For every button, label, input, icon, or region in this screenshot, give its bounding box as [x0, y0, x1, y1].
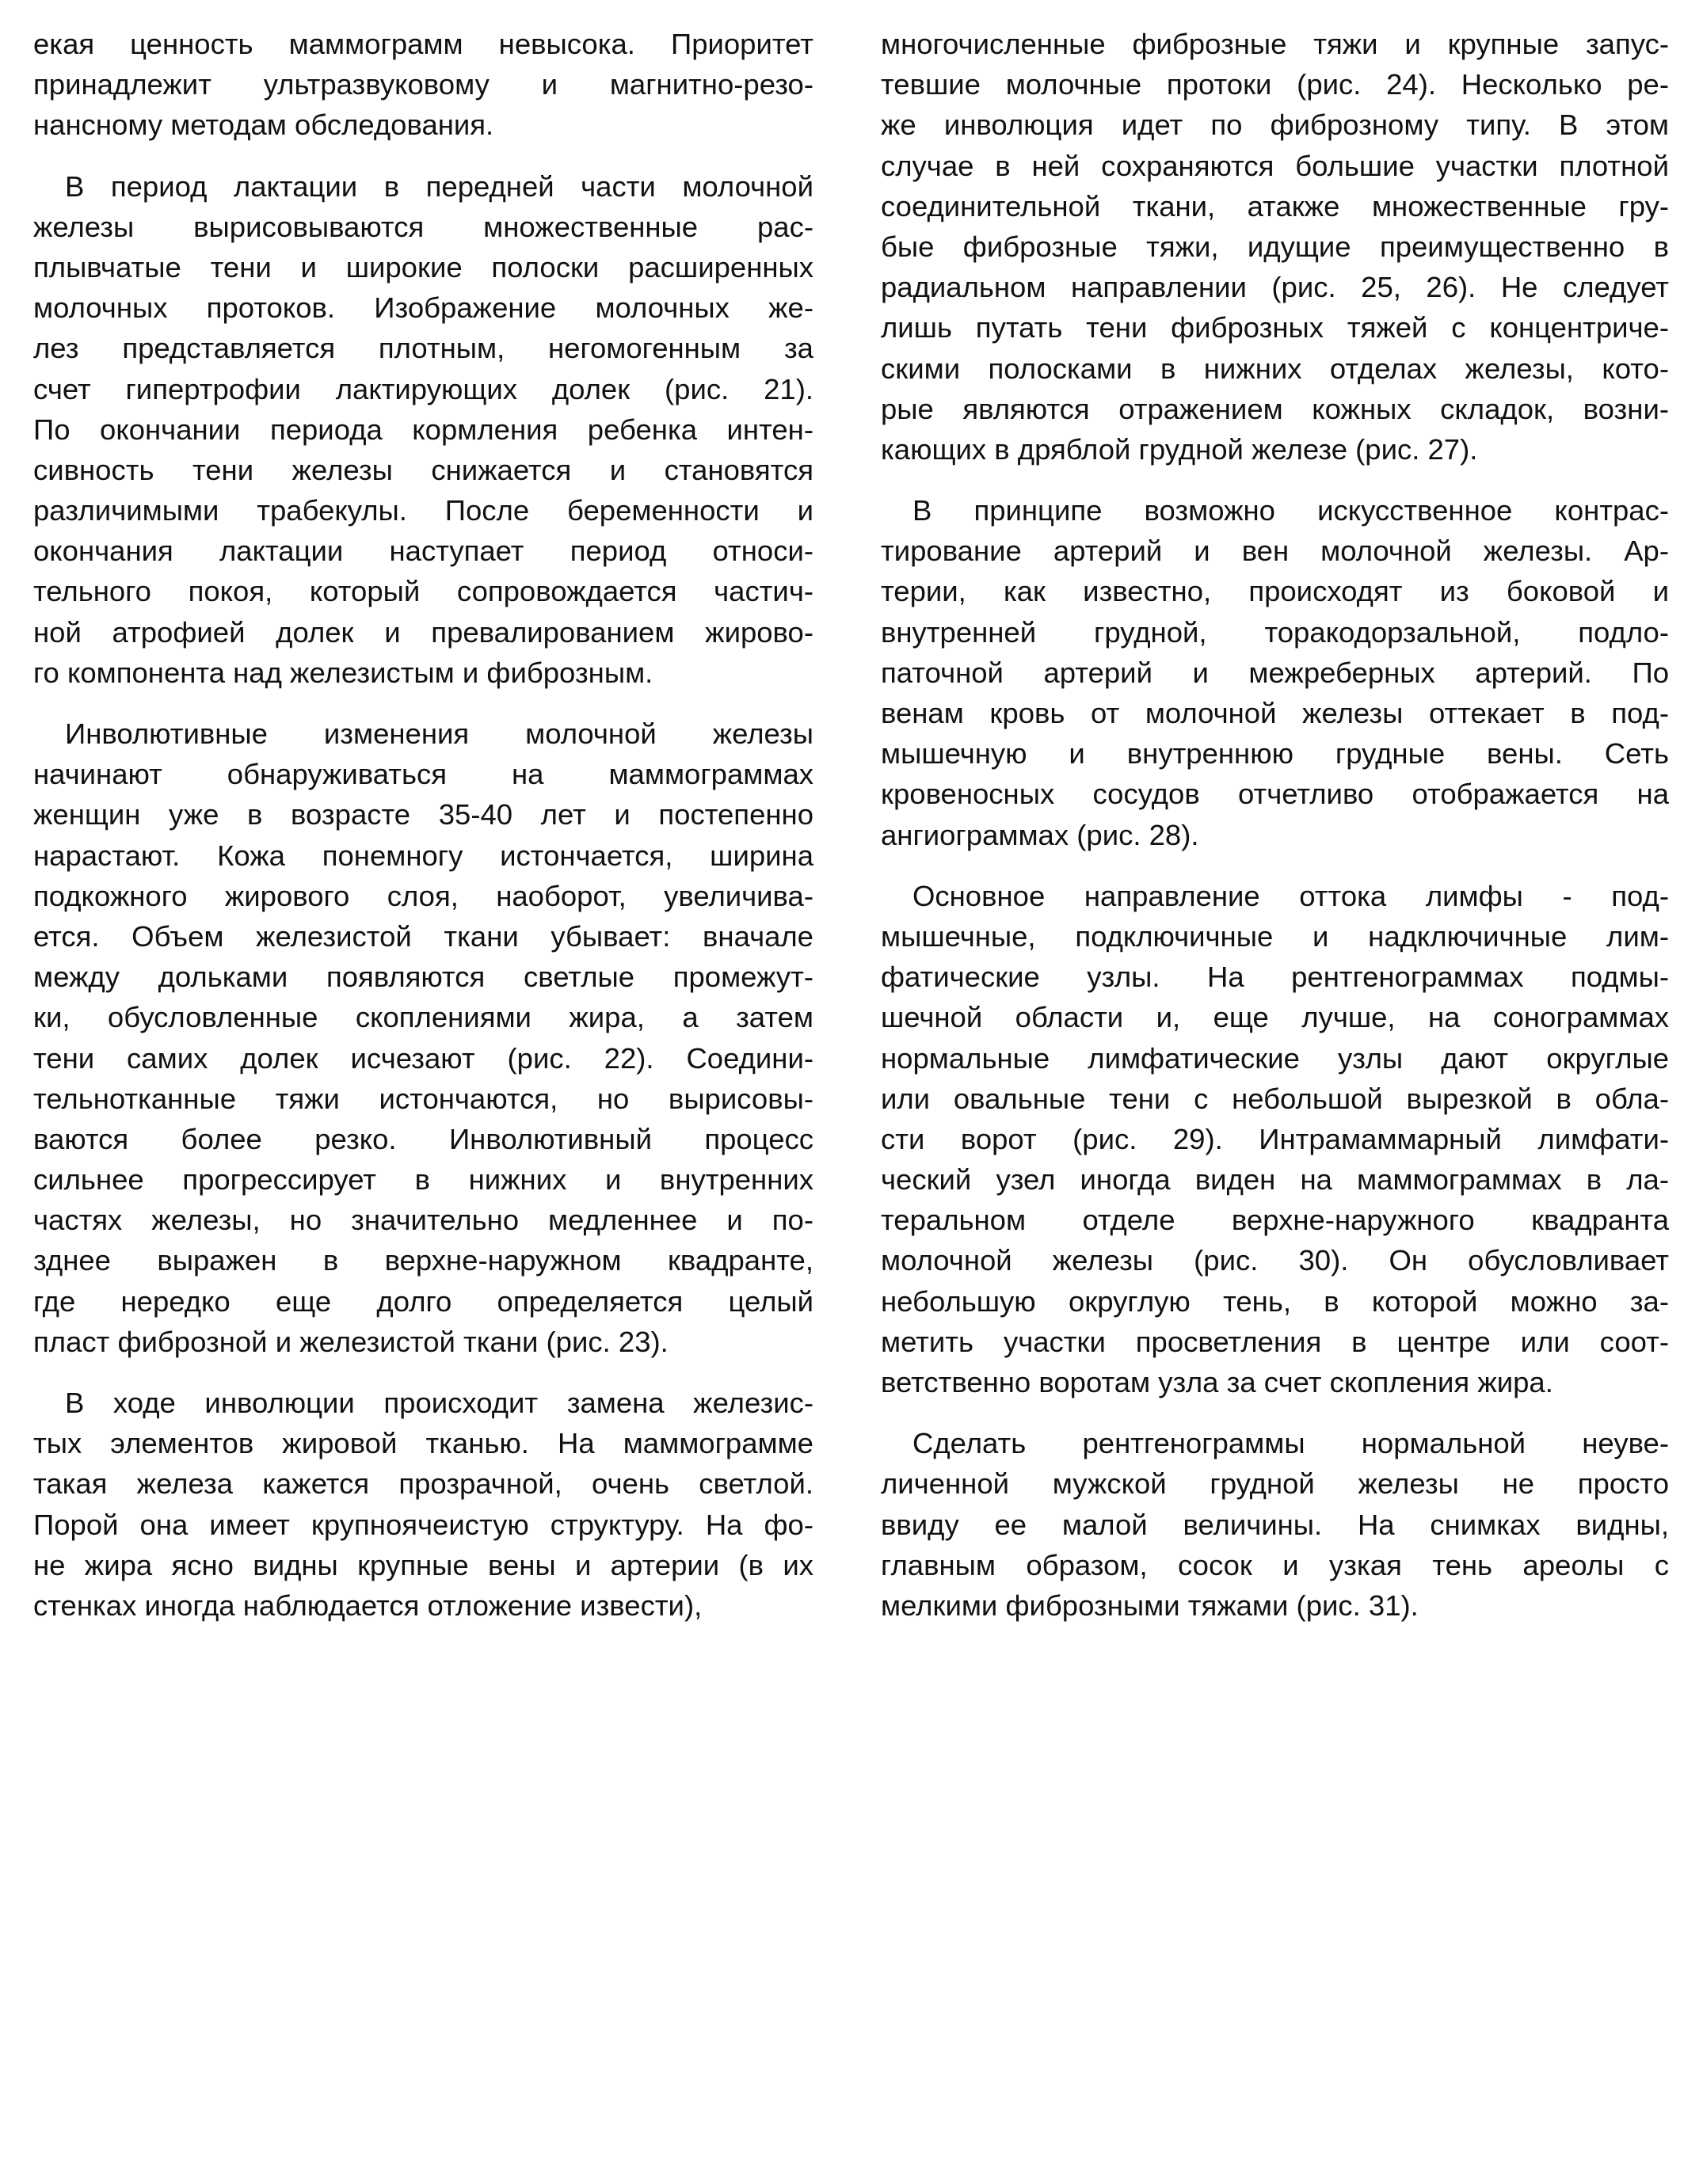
text-line: лез представляется плотным, негомогенным за [33, 332, 813, 365]
text-line: мелкими фиброзными тяжами (рис. 31). [881, 1589, 1419, 1622]
text-line: главным образом, сосок и узкая тень ареолы с [881, 1548, 1669, 1581]
text-line: ангиограммах (рис. 28). [881, 818, 1199, 851]
text-line: паточной артерий и межреберных артерий. По [881, 656, 1669, 689]
text-line: Сделать рентгенограммы нормальной неуве- [912, 1427, 1669, 1460]
text-line: радиальном направлении (рис. 25, 26). Не следует [881, 271, 1669, 304]
text-line: рые являются отражением кожных складок, возни- [881, 392, 1669, 425]
text-line: терии, как известно, происходят из боковой и [881, 575, 1669, 608]
text-line: тых элементов жировой тканью. На маммограмме [33, 1427, 813, 1460]
text-line: сти ворот (рис. 29). Интрамаммарный лимфати- [881, 1122, 1669, 1155]
text-line: пласт фиброзной и железистой ткани (рис. 23). [33, 1325, 669, 1358]
text-line: соединительной ткани, атакже множественные гру- [881, 189, 1669, 223]
paragraph [881, 1423, 1669, 1626]
text-line: где нередко еще долго определяется целый [33, 1284, 813, 1318]
text-line: Порой она имеет крупноячеистую структуру. На фо- [33, 1508, 813, 1541]
text-line: тирование артерий и вен молочной железы. Ар- [881, 535, 1669, 568]
text-line: го компонента над железистым и фиброзным. [33, 656, 653, 689]
paragraph [33, 713, 813, 1362]
text-line: ки, обусловленные скоплениями жира, а затем [33, 1001, 813, 1034]
text-line: молочных протоков. Изображение молочных же- [33, 291, 813, 325]
text-line: тельнотканные тяжи истончаются, но вырисовы- [33, 1082, 813, 1115]
text-line: различимыми трабекулы. После беременности и [33, 494, 813, 527]
text-line: сивность тени железы снижается и становятся [33, 453, 813, 486]
text-line: ввиду ее малой величины. На снимках видны, [881, 1508, 1669, 1541]
text-line: мышечную и внутреннюю грудные вены. Сеть [881, 737, 1669, 770]
text-line: ется. Объем железистой ткани убывает: вначале [33, 919, 813, 953]
text-line: личенной мужской грудной железы не просто [881, 1467, 1669, 1501]
text-line: скими полосками в нижних отделах железы, кото- [881, 352, 1669, 385]
text-line: многочисленные фиброзные тяжи и крупные запус- [881, 28, 1669, 60]
text-line: же инволюция идет по фиброзному типу. В этом [881, 108, 1669, 142]
text-line: нормальные лимфатические узлы дают округлые [881, 1041, 1669, 1075]
text-line: ной атрофией долек и превалированием жирово- [33, 615, 813, 649]
text-line: небольшую округлую тень, в которой можно за- [881, 1284, 1669, 1318]
text-line: тени самих долек исчезают (рис. 22). Соедини- [33, 1041, 813, 1075]
text-line: зднее выражен в верхне-наружном квадранте, [33, 1244, 813, 1277]
text-line: лишь путать тени фиброзных тяжей с концентриче- [881, 311, 1669, 344]
text-line: подкожного жирового слоя, наоборот, увеличива- [33, 879, 813, 912]
text-line: нарастают. Кожа понемногу истончается, ширина [33, 839, 813, 872]
text-line: частях железы, но значительно медленнее и по- [33, 1204, 813, 1237]
text-line: теральном отделе верхне-наружного квадранта [881, 1204, 1669, 1237]
text-line: женщин уже в возрасте 35-40 лет и постепенно [33, 798, 813, 831]
text-line: начинают обнаруживаться на маммограммах [33, 758, 813, 791]
text-line: тельного покоя, который сопровождается частич- [33, 575, 813, 608]
text-line: В принципе возможно искусственное контрас- [912, 494, 1669, 527]
text-line: метить участки просветления в центре или соот- [881, 1325, 1669, 1358]
text-line: сильнее прогрессирует в нижних и внутренних [33, 1163, 813, 1197]
text-line: кровеносных сосудов отчетливо отображается на [881, 778, 1669, 811]
text-line: такая железа кажется прозрачной, очень светлой. [33, 1467, 813, 1501]
text-line: По окончании периода кормления ребенка интен- [33, 413, 813, 446]
text-line: счет гипертрофии лактирующих долек (рис. 21). [33, 372, 813, 405]
text-line: бые фиброзные тяжи, идущие преимущественно в [881, 230, 1669, 263]
text-line: нансному методам обследования. [33, 108, 494, 142]
text-line: молочной железы (рис. 30). Он обусловливает [881, 1244, 1669, 1277]
text-line: В ходе инволюции происходит замена железис- [65, 1387, 813, 1419]
text-line: железы вырисовываются множественные рас- [33, 210, 813, 243]
text-line: принадлежит ультразвуковому и магнитно-резо- [33, 68, 813, 101]
right-column [881, 24, 1669, 1646]
text-line: плывчатые тени и широкие полоски расширенных [33, 250, 813, 283]
paragraph [881, 490, 1669, 855]
paragraph [881, 24, 1669, 470]
text-line: венам кровь от молочной железы оттекает в под- [881, 697, 1669, 729]
text-line: мышечные, подключичные и надключичные лим- [881, 919, 1669, 953]
paragraph [33, 166, 813, 693]
text-line: екая ценность маммограмм невысока. Приоритет [33, 28, 813, 60]
text-line: внутренней грудной, торакодорзальной, подло- [881, 615, 1669, 649]
text-line: стенках иногда наблюдается отложение извести), [33, 1589, 703, 1622]
text-line: шечной области и, еще лучше, на сонограммах [881, 1001, 1669, 1034]
left-column [33, 24, 813, 1646]
text-line: ветственно воротам узла за счет скопления жира. [881, 1366, 1553, 1398]
paragraph [33, 24, 813, 146]
text-line: В период лактации в передней части молочной [65, 169, 813, 203]
text-line: фатические узлы. На рентгенограммах подмы- [881, 961, 1669, 994]
text-line: между дольками появляются светлые промежут- [33, 961, 813, 994]
text-line: или овальные тени с небольшой вырезкой в обла- [881, 1082, 1669, 1115]
text-line: тевшие молочные протоки (рис. 24). Несколько ре- [881, 68, 1669, 101]
text-line: не жира ясно видны крупные вены и артерии (в их [33, 1548, 813, 1581]
paragraph [33, 1383, 813, 1626]
text-line: случае в ней сохраняются большие участки плотной [881, 149, 1669, 182]
text-line: Основное направление оттока лимфы - под- [912, 879, 1669, 912]
text-line: ческий узел иногда виден на маммограммах в ла- [881, 1163, 1669, 1197]
text-line: Инволютивные изменения молочной железы [65, 717, 813, 750]
text-line: ваются более резко. Инволютивный процесс [33, 1122, 813, 1155]
paragraph [881, 876, 1669, 1402]
text-line: окончания лактации наступает период относи- [33, 535, 813, 568]
text-line: кающих в дряблой грудной железе (рис. 27). [881, 432, 1478, 466]
